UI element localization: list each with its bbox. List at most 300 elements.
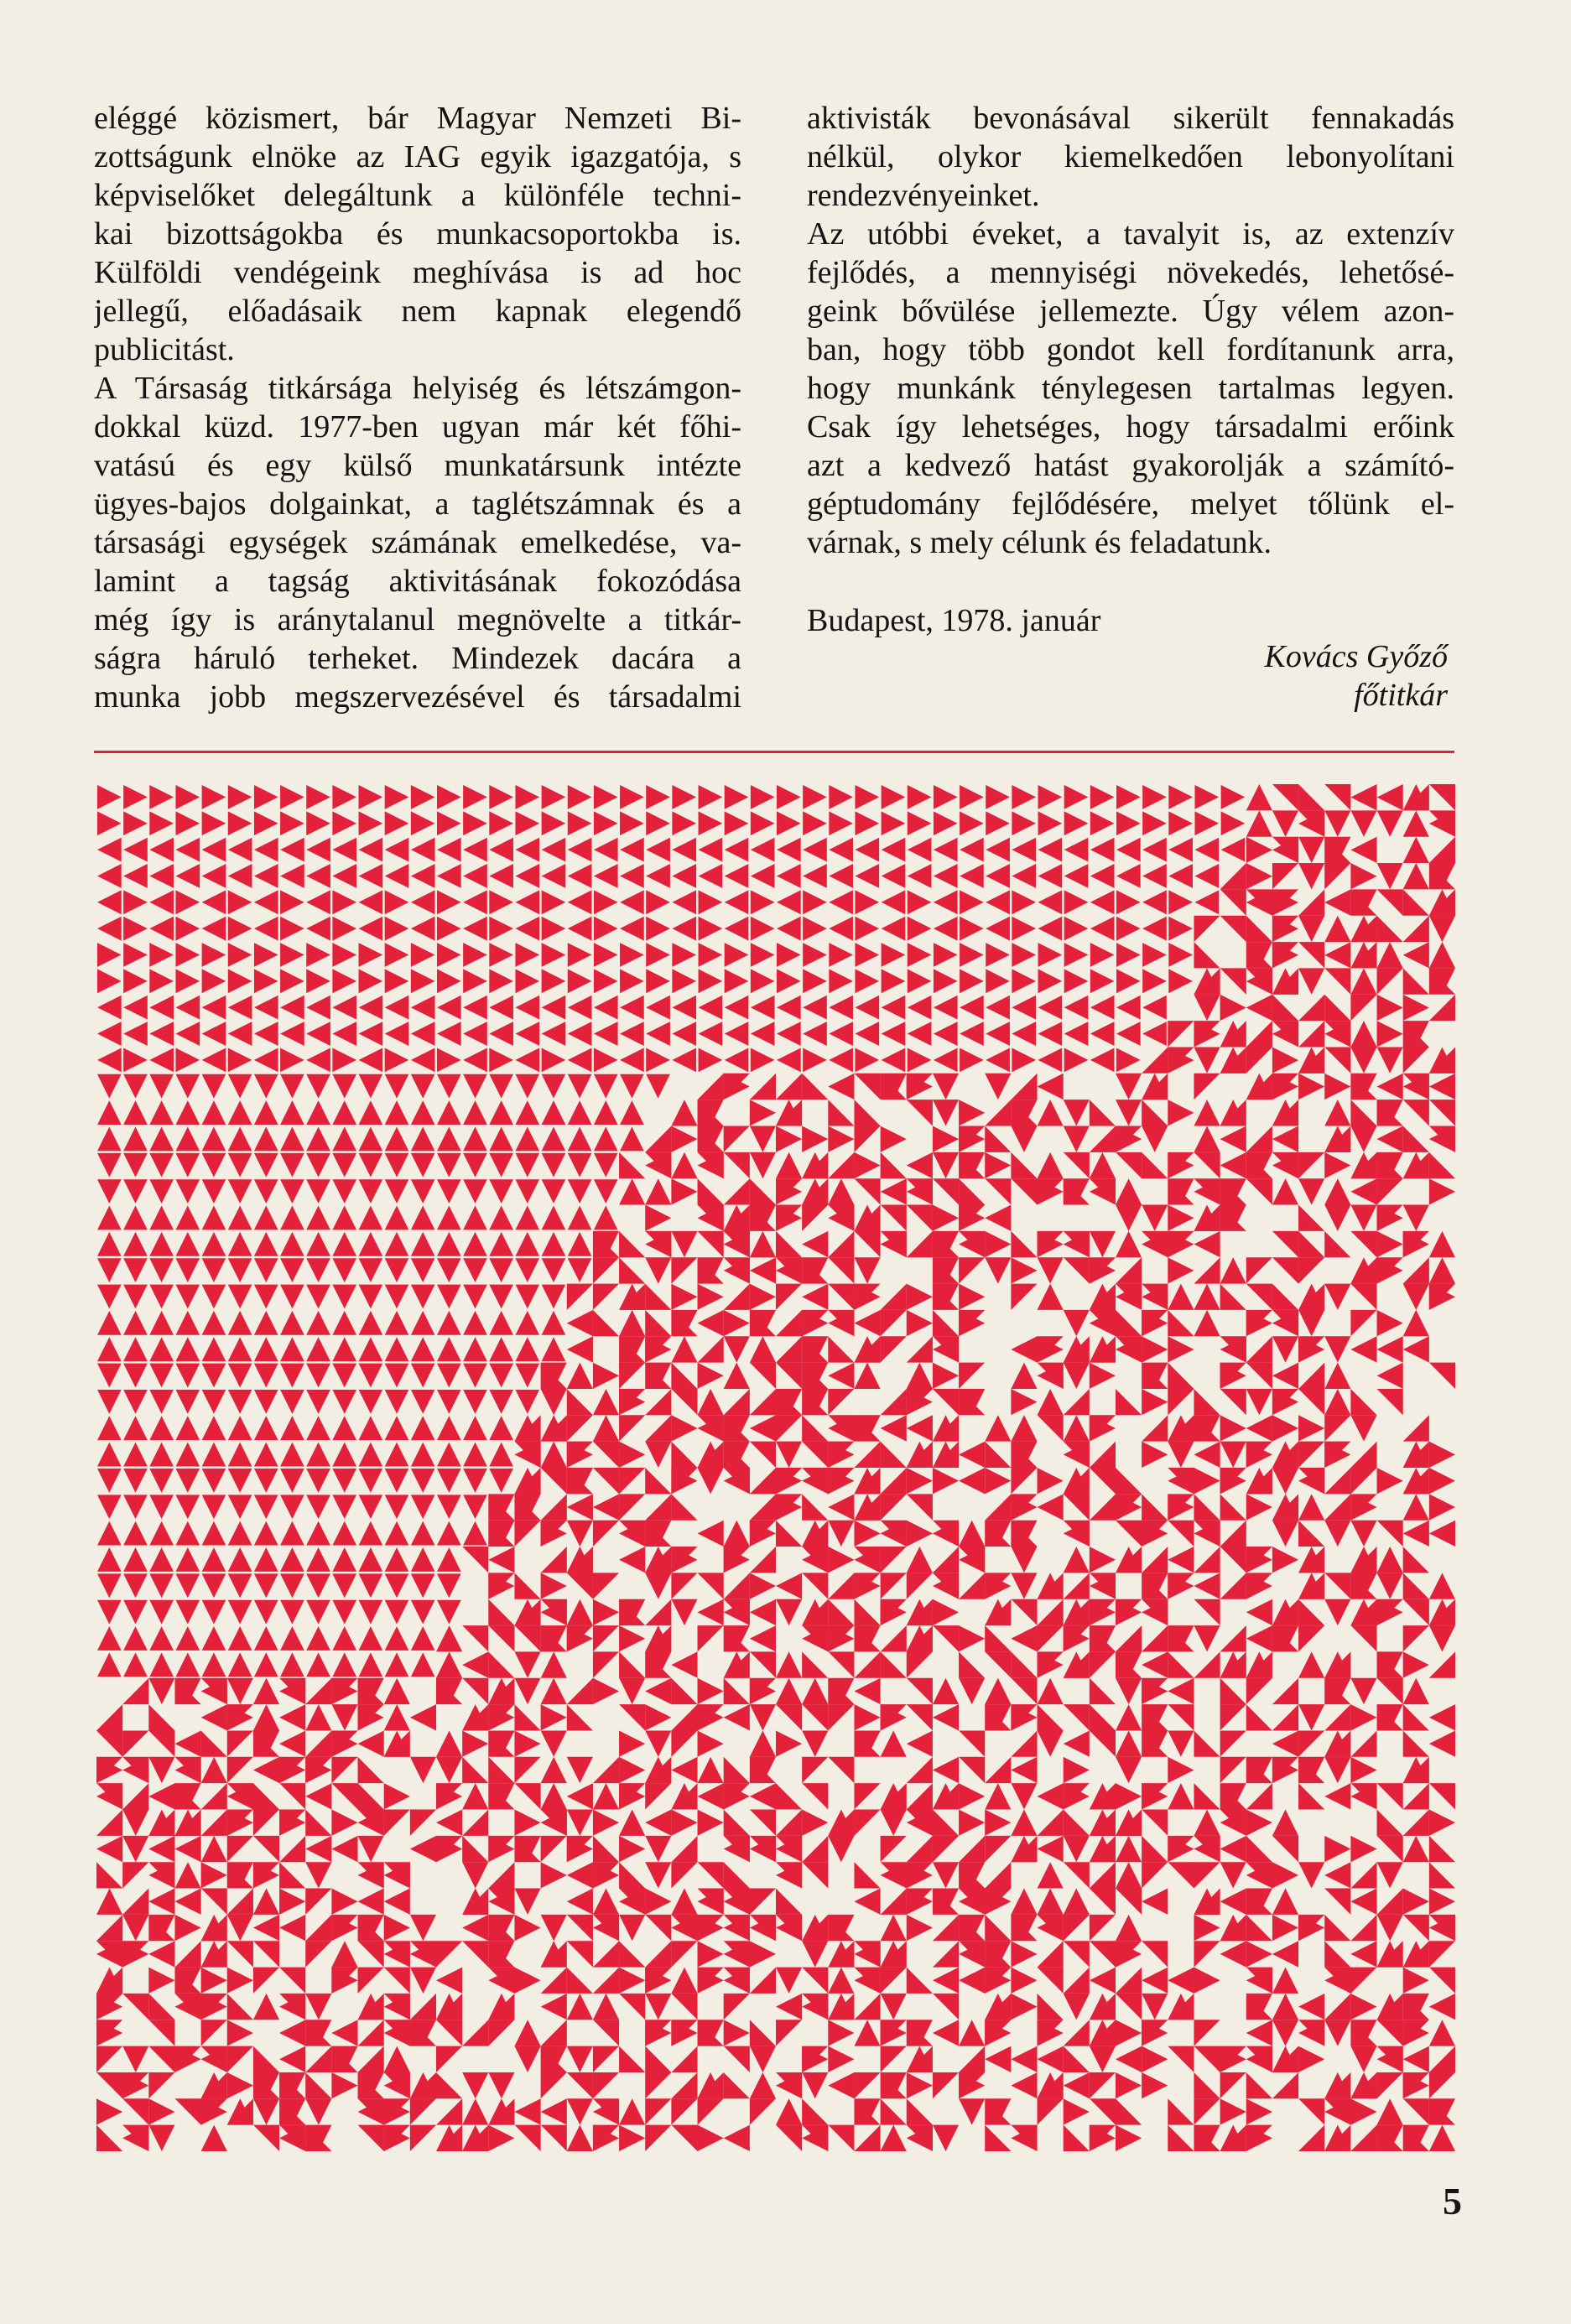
pattern-triangle xyxy=(1429,1810,1455,1836)
pattern-triangle xyxy=(542,890,566,914)
pattern-triangle xyxy=(280,1100,304,1125)
pattern-triangle xyxy=(725,969,749,993)
pattern-triangle xyxy=(1142,1126,1168,1152)
pattern-triangle xyxy=(489,838,513,862)
pattern-triangle xyxy=(567,1389,593,1415)
pattern-triangle xyxy=(1011,1941,1037,1967)
pattern-triangle xyxy=(594,1022,618,1046)
pattern-triangle xyxy=(254,1285,278,1309)
pattern-triangle xyxy=(1194,1915,1220,1941)
pattern-triangle xyxy=(359,1600,383,1625)
pattern-triangle xyxy=(122,1810,148,1836)
pattern-triangle xyxy=(646,890,670,914)
pattern-triangle xyxy=(97,785,122,809)
pattern-triangle xyxy=(985,1415,1011,1441)
pattern-triangle xyxy=(385,838,409,862)
pattern-triangle xyxy=(280,917,304,941)
pattern-triangle xyxy=(279,1783,305,1809)
pattern-triangle xyxy=(254,1311,278,1335)
pattern-triangle xyxy=(1298,2098,1324,2124)
pattern-triangle xyxy=(1038,1022,1063,1046)
pattern-triangle xyxy=(489,1074,513,1099)
pattern-triangle xyxy=(305,1836,331,1862)
pattern-triangle xyxy=(149,1074,174,1099)
pattern-triangle xyxy=(1246,995,1272,1021)
pattern-triangle xyxy=(541,1994,567,2020)
pattern-triangle xyxy=(933,1862,959,1888)
pattern-triangle xyxy=(671,1941,697,1967)
pattern-triangle xyxy=(280,1232,304,1256)
pattern-triangle xyxy=(671,1836,697,1862)
pattern-triangle xyxy=(97,917,122,941)
pattern-triangle xyxy=(1116,785,1141,809)
pattern-triangle xyxy=(1194,1389,1220,1415)
pattern-triangle xyxy=(1220,1730,1246,1756)
pattern-triangle xyxy=(148,2046,174,2072)
pattern-triangle xyxy=(828,1152,854,1178)
pattern-triangle xyxy=(802,1783,828,1809)
pattern-triangle xyxy=(1298,1310,1324,1336)
pattern-triangle xyxy=(671,1678,697,1704)
pattern-triangle xyxy=(1377,889,1403,915)
pattern-triangle xyxy=(1011,1573,1037,1599)
pattern-triangle xyxy=(489,1285,513,1309)
pattern-triangle xyxy=(122,1915,148,1941)
pattern-triangle xyxy=(828,1284,854,1310)
pattern-triangle xyxy=(123,1495,148,1519)
pattern-triangle xyxy=(1324,995,1350,1021)
pattern-triangle xyxy=(1064,785,1089,809)
pattern-triangle xyxy=(594,996,618,1020)
pattern-triangle xyxy=(645,1994,671,2020)
pattern-triangle xyxy=(385,890,409,914)
pattern-triangle xyxy=(437,1521,461,1546)
pattern-triangle xyxy=(671,1968,697,1994)
pattern-triangle xyxy=(1324,1599,1350,1625)
pattern-triangle xyxy=(463,1416,487,1440)
pattern-triangle xyxy=(201,2020,227,2046)
pattern-triangle xyxy=(149,1600,174,1625)
pattern-triangle xyxy=(907,1336,933,1362)
triangle-pattern-artwork xyxy=(96,784,1455,2151)
pattern-triangle xyxy=(1246,863,1272,889)
pattern-triangle xyxy=(854,1889,880,1915)
pattern-triangle xyxy=(436,2020,462,2046)
pattern-triangle xyxy=(1220,1678,1246,1704)
pattern-triangle xyxy=(411,1573,435,1598)
pattern-triangle xyxy=(1168,1336,1194,1362)
pattern-triangle xyxy=(279,1968,305,1994)
pattern-triangle xyxy=(828,1547,854,1573)
pattern-triangle xyxy=(1220,1625,1246,1651)
pattern-triangle xyxy=(254,1179,278,1204)
pattern-triangle xyxy=(1403,810,1429,836)
pattern-triangle xyxy=(1090,1547,1116,1573)
pattern-triangle xyxy=(463,1232,487,1256)
pattern-triangle xyxy=(855,1048,879,1072)
pattern-triangle xyxy=(437,1443,461,1467)
pattern-triangle xyxy=(462,1651,488,1677)
pattern-triangle xyxy=(645,1257,671,1283)
pattern-triangle xyxy=(1350,1100,1376,1126)
pattern-triangle xyxy=(1377,1862,1403,1888)
pattern-triangle xyxy=(1116,1074,1142,1100)
pattern-triangle xyxy=(593,2020,619,2046)
pattern-triangle xyxy=(1142,1862,1168,1888)
pattern-triangle xyxy=(1168,1363,1194,1389)
pattern-triangle xyxy=(306,969,330,993)
pattern-triangle xyxy=(253,1889,279,1915)
pattern-triangle xyxy=(1038,1810,1064,1836)
pattern-triangle xyxy=(97,996,122,1020)
pattern-triangle xyxy=(1116,917,1141,941)
pattern-triangle xyxy=(1272,1547,1298,1573)
pattern-triangle xyxy=(725,864,749,888)
pattern-triangle xyxy=(385,1100,409,1125)
pattern-triangle xyxy=(829,838,853,862)
pattern-triangle xyxy=(803,1022,827,1046)
pattern-triangle xyxy=(1429,837,1455,863)
pattern-triangle xyxy=(306,1652,330,1677)
pattern-triangle xyxy=(882,811,906,835)
pattern-triangle xyxy=(254,1153,278,1178)
pattern-triangle xyxy=(1090,1889,1116,1915)
pattern-triangle xyxy=(542,1127,566,1152)
pattern-triangle xyxy=(907,1415,933,1441)
pattern-triangle xyxy=(1429,1704,1455,1730)
pattern-triangle xyxy=(385,996,409,1020)
pattern-triangle xyxy=(1429,1152,1455,1178)
pattern-triangle xyxy=(1116,2125,1142,2151)
pattern-triangle xyxy=(306,1100,330,1125)
pattern-triangle xyxy=(97,1337,122,1361)
pattern-triangle xyxy=(436,2072,462,2098)
pattern-triangle xyxy=(907,1783,933,1809)
pattern-triangle xyxy=(1090,1941,1116,1967)
right-line: aktivisták bevonásával sikerült fennakadás xyxy=(807,101,1454,136)
pattern-triangle xyxy=(201,1889,227,1915)
pattern-triangle xyxy=(515,1232,539,1256)
pattern-triangle xyxy=(1324,1152,1350,1178)
pattern-triangle xyxy=(280,969,304,993)
pattern-triangle xyxy=(802,1730,828,1756)
pattern-triangle xyxy=(1246,2098,1272,2124)
pattern-triangle xyxy=(593,1521,619,1547)
pattern-triangle xyxy=(568,1100,592,1125)
pattern-triangle xyxy=(437,1179,461,1204)
pattern-triangle xyxy=(1168,1678,1194,1704)
pattern-triangle xyxy=(828,2072,854,2098)
pattern-triangle xyxy=(881,1389,907,1415)
pattern-triangle xyxy=(1064,1048,1089,1072)
pattern-triangle xyxy=(1377,1521,1403,1547)
pattern-triangle xyxy=(411,785,435,809)
pattern-triangle xyxy=(1429,1442,1455,1468)
pattern-triangle xyxy=(1403,1968,1429,1994)
pattern-triangle xyxy=(1090,1152,1116,1178)
pattern-triangle xyxy=(1272,1284,1298,1310)
pattern-triangle xyxy=(149,1179,174,1204)
pattern-triangle xyxy=(514,1810,540,1836)
pattern-triangle xyxy=(123,1232,148,1256)
pattern-triangle xyxy=(750,1625,776,1651)
pattern-triangle xyxy=(1246,1126,1272,1152)
pattern-triangle xyxy=(960,864,984,888)
pattern-triangle xyxy=(933,1389,959,1415)
pattern-triangle xyxy=(803,969,827,993)
pattern-triangle xyxy=(1090,1126,1116,1152)
pattern-triangle xyxy=(1011,1074,1037,1100)
pattern-triangle xyxy=(1168,785,1193,809)
pattern-triangle xyxy=(384,1678,410,1704)
pattern-triangle xyxy=(1298,784,1324,810)
pattern-triangle xyxy=(1090,2072,1116,2098)
pattern-triangle xyxy=(1246,1021,1272,1047)
pattern-triangle xyxy=(671,1704,697,1730)
pattern-triangle xyxy=(986,1022,1010,1046)
pattern-triangle xyxy=(986,943,1010,967)
pattern-triangle xyxy=(1377,1810,1403,1836)
pattern-triangle xyxy=(202,1337,226,1361)
pattern-triangle xyxy=(410,2125,436,2151)
pattern-triangle xyxy=(411,1022,435,1046)
pattern-triangle xyxy=(359,1232,383,1256)
pattern-triangle xyxy=(567,1941,593,1967)
pattern-triangle xyxy=(854,1178,880,1204)
pattern-triangle xyxy=(776,1599,802,1625)
pattern-triangle xyxy=(174,1836,200,1862)
pattern-triangle xyxy=(1142,1651,1168,1677)
pattern-triangle xyxy=(1116,2046,1142,2072)
pattern-triangle xyxy=(1350,1468,1376,1494)
pattern-triangle xyxy=(750,2046,776,2072)
pattern-triangle xyxy=(777,1048,801,1072)
pattern-triangle xyxy=(488,1651,514,1677)
pattern-triangle xyxy=(959,1178,985,1204)
pattern-triangle xyxy=(306,1626,330,1651)
pattern-triangle xyxy=(985,1757,1011,1783)
pattern-triangle xyxy=(907,1573,933,1599)
pattern-triangle xyxy=(1116,1757,1142,1783)
pattern-triangle xyxy=(254,917,278,941)
pattern-triangle xyxy=(619,1625,645,1651)
pattern-triangle xyxy=(515,785,539,809)
pattern-triangle xyxy=(620,943,644,967)
pattern-triangle xyxy=(1324,968,1350,994)
page-number: 5 xyxy=(1443,2180,1462,2223)
pattern-triangle xyxy=(331,1941,357,1967)
pattern-triangle xyxy=(437,1390,461,1414)
pattern-triangle xyxy=(175,1206,200,1230)
pattern-triangle xyxy=(280,785,304,809)
pattern-triangle xyxy=(594,864,618,888)
pattern-triangle xyxy=(1246,916,1272,942)
pattern-triangle xyxy=(908,890,932,914)
pattern-triangle xyxy=(1298,1783,1324,1809)
pattern-triangle xyxy=(567,2098,593,2124)
pattern-triangle xyxy=(1350,995,1376,1021)
pattern-triangle xyxy=(1116,1521,1142,1547)
pattern-triangle xyxy=(882,1022,906,1046)
pattern-triangle xyxy=(933,1625,959,1651)
pattern-triangle xyxy=(750,1231,776,1257)
pattern-triangle xyxy=(1377,1310,1403,1336)
pattern-triangle xyxy=(645,2125,671,2151)
pattern-triangle xyxy=(1272,1889,1298,1915)
pattern-triangle xyxy=(97,864,122,888)
pattern-triangle xyxy=(750,1415,776,1441)
pattern-triangle xyxy=(175,1495,200,1519)
pattern-triangle xyxy=(725,1022,749,1046)
pattern-triangle xyxy=(934,1048,958,1072)
pattern-triangle xyxy=(698,1757,724,1783)
pattern-triangle xyxy=(1403,2098,1429,2124)
pattern-triangle xyxy=(1377,2020,1403,2046)
pattern-triangle xyxy=(228,1652,252,1677)
pattern-triangle xyxy=(149,1100,174,1125)
pattern-triangle xyxy=(489,1469,513,1493)
pattern-triangle xyxy=(96,1915,122,1941)
pattern-triangle xyxy=(671,1599,697,1625)
pattern-triangle xyxy=(1324,1047,1350,1073)
pattern-triangle xyxy=(1038,1494,1064,1520)
pattern-triangle xyxy=(1116,811,1141,835)
pattern-triangle xyxy=(542,1337,566,1361)
pattern-triangle xyxy=(384,1783,410,1809)
pattern-triangle xyxy=(960,969,984,993)
pattern-triangle xyxy=(148,1730,174,1756)
pattern-triangle xyxy=(1064,811,1089,835)
pattern-triangle xyxy=(933,1757,959,1783)
pattern-triangle xyxy=(881,1573,907,1599)
pattern-triangle xyxy=(202,1048,226,1072)
pattern-triangle xyxy=(228,996,252,1020)
pattern-triangle xyxy=(672,1048,696,1072)
pattern-triangle xyxy=(359,1521,383,1546)
left-line: képviselőket delegáltunk a különféle techni- xyxy=(94,178,741,213)
pattern-triangle xyxy=(1298,2125,1324,2151)
pattern-triangle xyxy=(514,1573,540,1599)
pattern-triangle xyxy=(1298,1730,1324,1756)
pattern-triangle xyxy=(96,1862,122,1888)
pattern-triangle xyxy=(1168,1862,1194,1888)
pattern-triangle xyxy=(933,1994,959,2020)
pattern-triangle xyxy=(1194,785,1219,809)
pattern-triangle xyxy=(1142,1547,1168,1573)
pattern-triangle xyxy=(1142,811,1167,835)
pattern-triangle xyxy=(1246,810,1272,836)
pattern-triangle xyxy=(1142,996,1167,1020)
pattern-triangle xyxy=(1011,1625,1037,1651)
pattern-triangle xyxy=(829,969,853,993)
pattern-triangle xyxy=(437,1311,461,1335)
pattern-triangle xyxy=(279,1862,305,1888)
pattern-triangle xyxy=(148,1678,174,1704)
pattern-triangle xyxy=(750,1968,776,1994)
pattern-triangle xyxy=(1090,917,1115,941)
pattern-triangle xyxy=(881,1126,907,1152)
pattern-triangle xyxy=(306,943,330,967)
pattern-triangle xyxy=(253,2046,279,2072)
pattern-triangle xyxy=(568,1179,592,1204)
pattern-triangle xyxy=(1429,1941,1455,1967)
pattern-triangle xyxy=(305,1889,331,1915)
pattern-triangle xyxy=(122,1862,148,1888)
pattern-triangle xyxy=(175,1179,200,1204)
pattern-triangle xyxy=(1246,1599,1272,1625)
pattern-triangle xyxy=(698,1310,724,1336)
pattern-triangle xyxy=(908,1022,932,1046)
pattern-triangle xyxy=(332,1074,356,1099)
pattern-triangle xyxy=(201,1730,227,1756)
pattern-triangle xyxy=(1403,2046,1429,2072)
pattern-triangle xyxy=(385,1074,409,1099)
pattern-triangle xyxy=(672,1022,696,1046)
pattern-triangle xyxy=(907,1205,933,1231)
pattern-triangle xyxy=(1403,1284,1429,1310)
pattern-triangle xyxy=(776,1231,802,1257)
pattern-triangle xyxy=(306,917,330,941)
pattern-triangle xyxy=(359,1626,383,1651)
pattern-triangle xyxy=(907,1100,933,1126)
pattern-triangle xyxy=(671,1231,697,1257)
pattern-triangle xyxy=(97,1521,122,1546)
pattern-triangle xyxy=(149,1258,174,1282)
pattern-triangle xyxy=(1298,1205,1324,1231)
pattern-triangle xyxy=(881,1442,907,1468)
pattern-triangle xyxy=(541,2098,567,2124)
pattern-triangle xyxy=(959,1757,985,1783)
pattern-triangle xyxy=(1012,811,1036,835)
pattern-triangle xyxy=(934,996,958,1020)
pattern-triangle xyxy=(1220,1836,1246,1862)
pattern-triangle xyxy=(959,1678,985,1704)
pattern-triangle xyxy=(777,838,801,862)
pattern-triangle xyxy=(411,1337,435,1361)
pattern-triangle xyxy=(1403,1625,1429,1651)
pattern-triangle xyxy=(593,1363,619,1389)
pattern-triangle xyxy=(568,969,592,993)
pattern-triangle xyxy=(1090,1915,1116,1941)
pattern-triangle xyxy=(882,917,906,941)
pattern-triangle xyxy=(542,1153,566,1178)
pattern-triangle xyxy=(1116,1836,1142,1862)
pattern-triangle xyxy=(331,1783,357,1809)
pattern-triangle xyxy=(645,1284,671,1310)
pattern-triangle xyxy=(1011,1257,1037,1283)
pattern-triangle xyxy=(751,943,775,967)
pattern-triangle xyxy=(174,1915,200,1941)
pattern-triangle xyxy=(1142,1625,1168,1651)
pattern-triangle xyxy=(620,1048,644,1072)
pattern-triangle xyxy=(1377,1547,1403,1573)
pattern-triangle xyxy=(1064,2072,1090,2098)
pattern-triangle xyxy=(411,1258,435,1282)
pattern-triangle xyxy=(202,1074,226,1099)
pattern-triangle xyxy=(1403,1415,1429,1441)
pattern-triangle xyxy=(148,1783,174,1809)
pattern-triangle xyxy=(750,1336,776,1362)
pattern-triangle xyxy=(1403,916,1429,942)
pattern-triangle xyxy=(593,1415,619,1441)
pattern-triangle xyxy=(385,943,409,967)
pattern-triangle xyxy=(1194,1152,1220,1178)
pattern-triangle xyxy=(1403,1257,1429,1283)
pattern-triangle xyxy=(907,1494,933,1520)
pattern-triangle xyxy=(385,1285,409,1309)
pattern-triangle xyxy=(1038,1389,1064,1415)
pattern-triangle xyxy=(802,1941,828,1967)
